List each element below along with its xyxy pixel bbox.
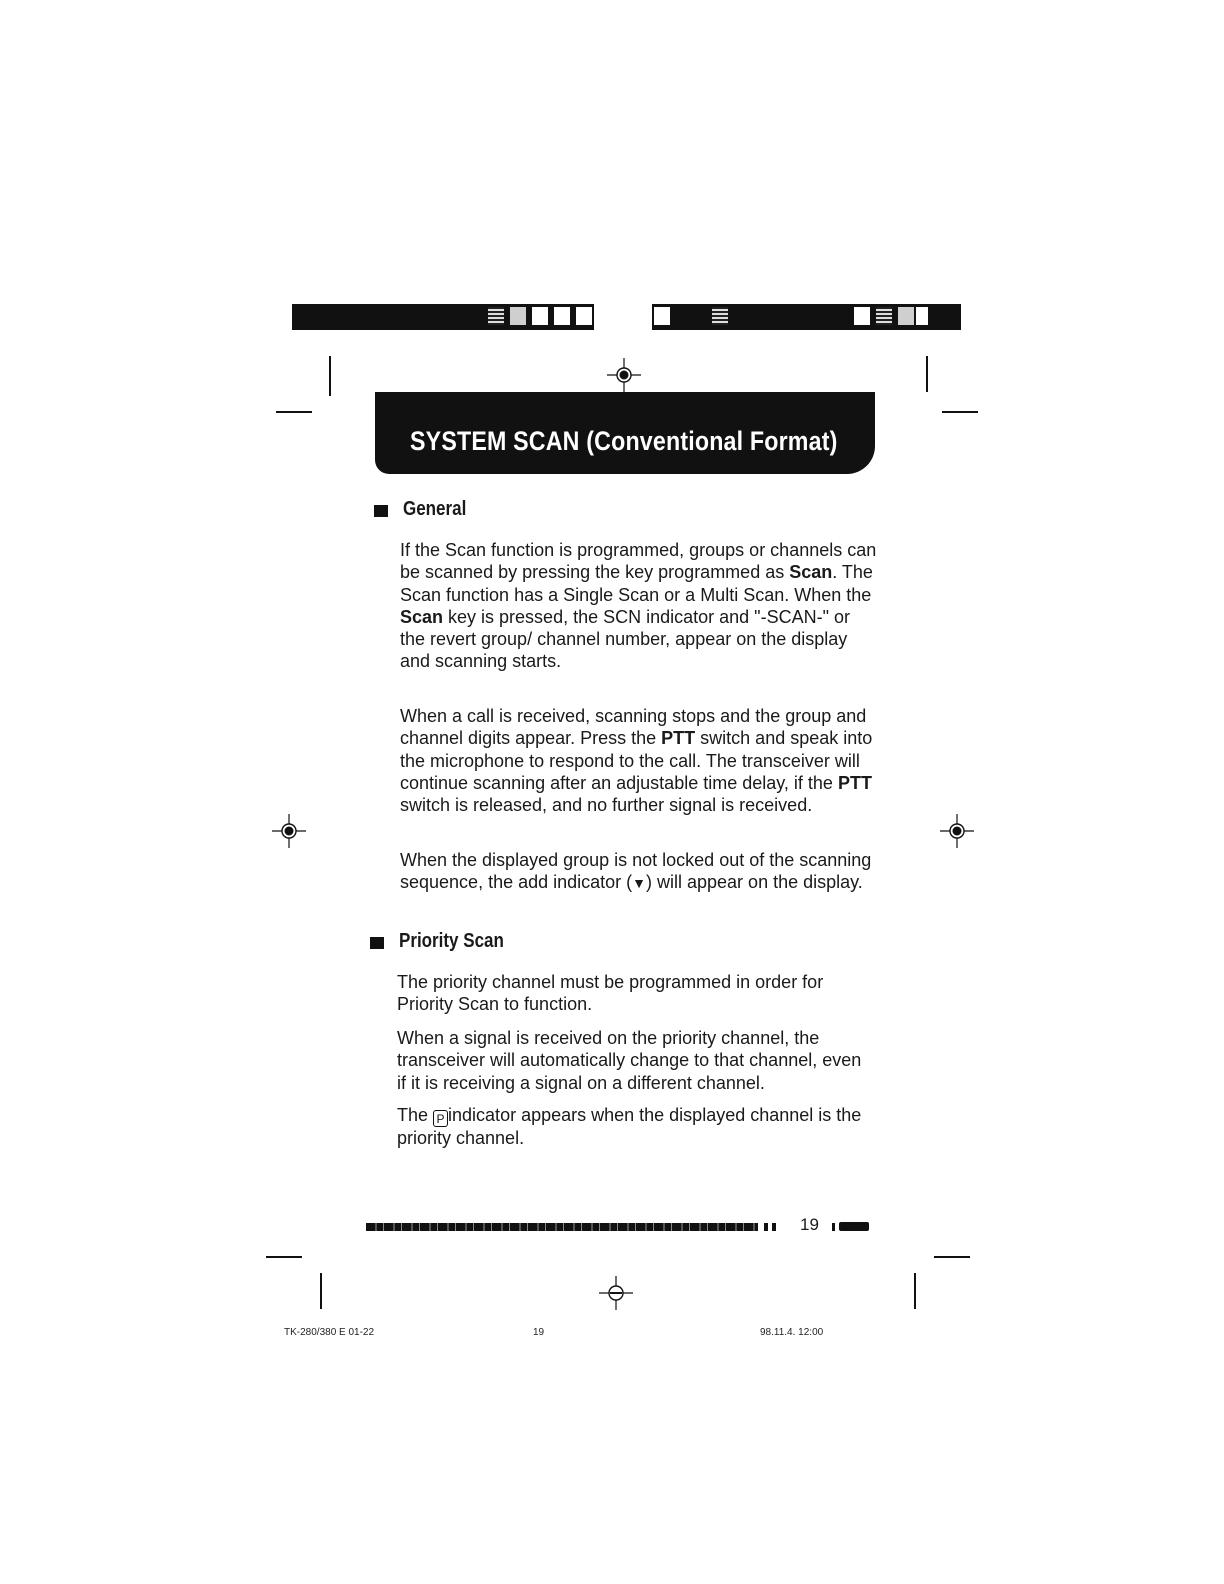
footer-mark: [832, 1223, 835, 1231]
crop-mark: [266, 1256, 302, 1258]
registration-square: [874, 305, 894, 327]
text-run: The: [397, 1105, 434, 1125]
add-indicator-icon: ▼: [632, 875, 647, 892]
square-bullet-icon: [374, 505, 388, 517]
crop-mark: [942, 411, 978, 413]
registration-square: [710, 305, 730, 327]
section-heading-general: General: [403, 498, 467, 520]
footer-mark: [772, 1223, 776, 1231]
crop-mark: [329, 356, 331, 396]
crop-mark: [320, 1273, 322, 1309]
crop-mark: [914, 1273, 916, 1309]
section-heading-priority-scan: Priority Scan: [399, 930, 504, 952]
crop-mark: [934, 1256, 970, 1258]
registration-square: [852, 305, 872, 327]
text-run: indicator appears when the displayed channel is the priority channel.: [397, 1105, 862, 1148]
crosshair-icon: [599, 1276, 633, 1310]
footer-bar: [366, 1223, 758, 1231]
crosshair-icon: [940, 814, 974, 848]
paragraph: [397, 1104, 875, 1149]
crosshair-icon: [272, 814, 306, 848]
paragraph: [400, 539, 878, 673]
footer-mark: [764, 1223, 768, 1231]
crosshair-icon: [607, 358, 641, 392]
text-run: switch is released, and no further signal is received.: [400, 795, 813, 816]
registration-square: [530, 305, 550, 327]
registration-square: [508, 305, 528, 327]
print-timestamp: 98.11.4. 12:00: [760, 1327, 824, 1338]
page-number: 19: [800, 1215, 819, 1234]
text-run: ) will appear on the display.: [646, 872, 863, 893]
sheet-number: 19: [533, 1327, 545, 1338]
page-title: SYSTEM SCAN (Conventional Format): [410, 426, 838, 456]
key-name: Scan: [400, 606, 444, 627]
key-name: Scan: [789, 562, 833, 583]
footer-mark: [839, 1222, 869, 1231]
registration-square: [896, 305, 916, 327]
text-run: switch and speak into the microphone to respond to the call. The transceiver will continue scanning after an adjustable time delay, if the: [400, 728, 873, 793]
text-run: . The Scan function has a Single Scan or a Multi Scan. When the: [400, 562, 873, 605]
registration-square: [652, 305, 672, 327]
crop-mark: [926, 356, 928, 392]
paragraph: [400, 849, 878, 895]
paragraph: The priority channel must be programmed in order for Priority Scan to function.: [397, 972, 824, 1015]
text-run: key is pressed, the SCN indicator and "-SCAN-" or the revert group/ channel number, appear on the display and scanning starts.: [400, 606, 850, 672]
doc-code: TK-280/380 E 01-22: [284, 1327, 375, 1338]
key-name: PTT: [837, 772, 872, 793]
registration-square: [552, 305, 572, 327]
key-name: PTT: [661, 728, 696, 749]
square-bullet-icon: [370, 937, 384, 949]
text-run: When a call is received, scanning stops and the group and channel digits appear. Press the: [400, 706, 867, 749]
crop-mark: [276, 411, 312, 413]
priority-indicator-icon: P: [433, 1110, 448, 1127]
paragraph: [400, 705, 878, 816]
registration-square: [486, 305, 506, 327]
text-run: If the Scan function is programmed, groups or channels can be scanned by pressing the key programmed as: [400, 540, 877, 583]
registration-square: [574, 305, 594, 327]
paragraph: When a signal is received on the priority channel, the transceiver will automatically change to that channel, even if it is receiving a signal on a different channel.: [397, 1028, 862, 1093]
registration-square: [914, 305, 930, 327]
text-run: When the displayed group is not locked out of the scanning sequence, the add indicator (: [400, 850, 872, 893]
